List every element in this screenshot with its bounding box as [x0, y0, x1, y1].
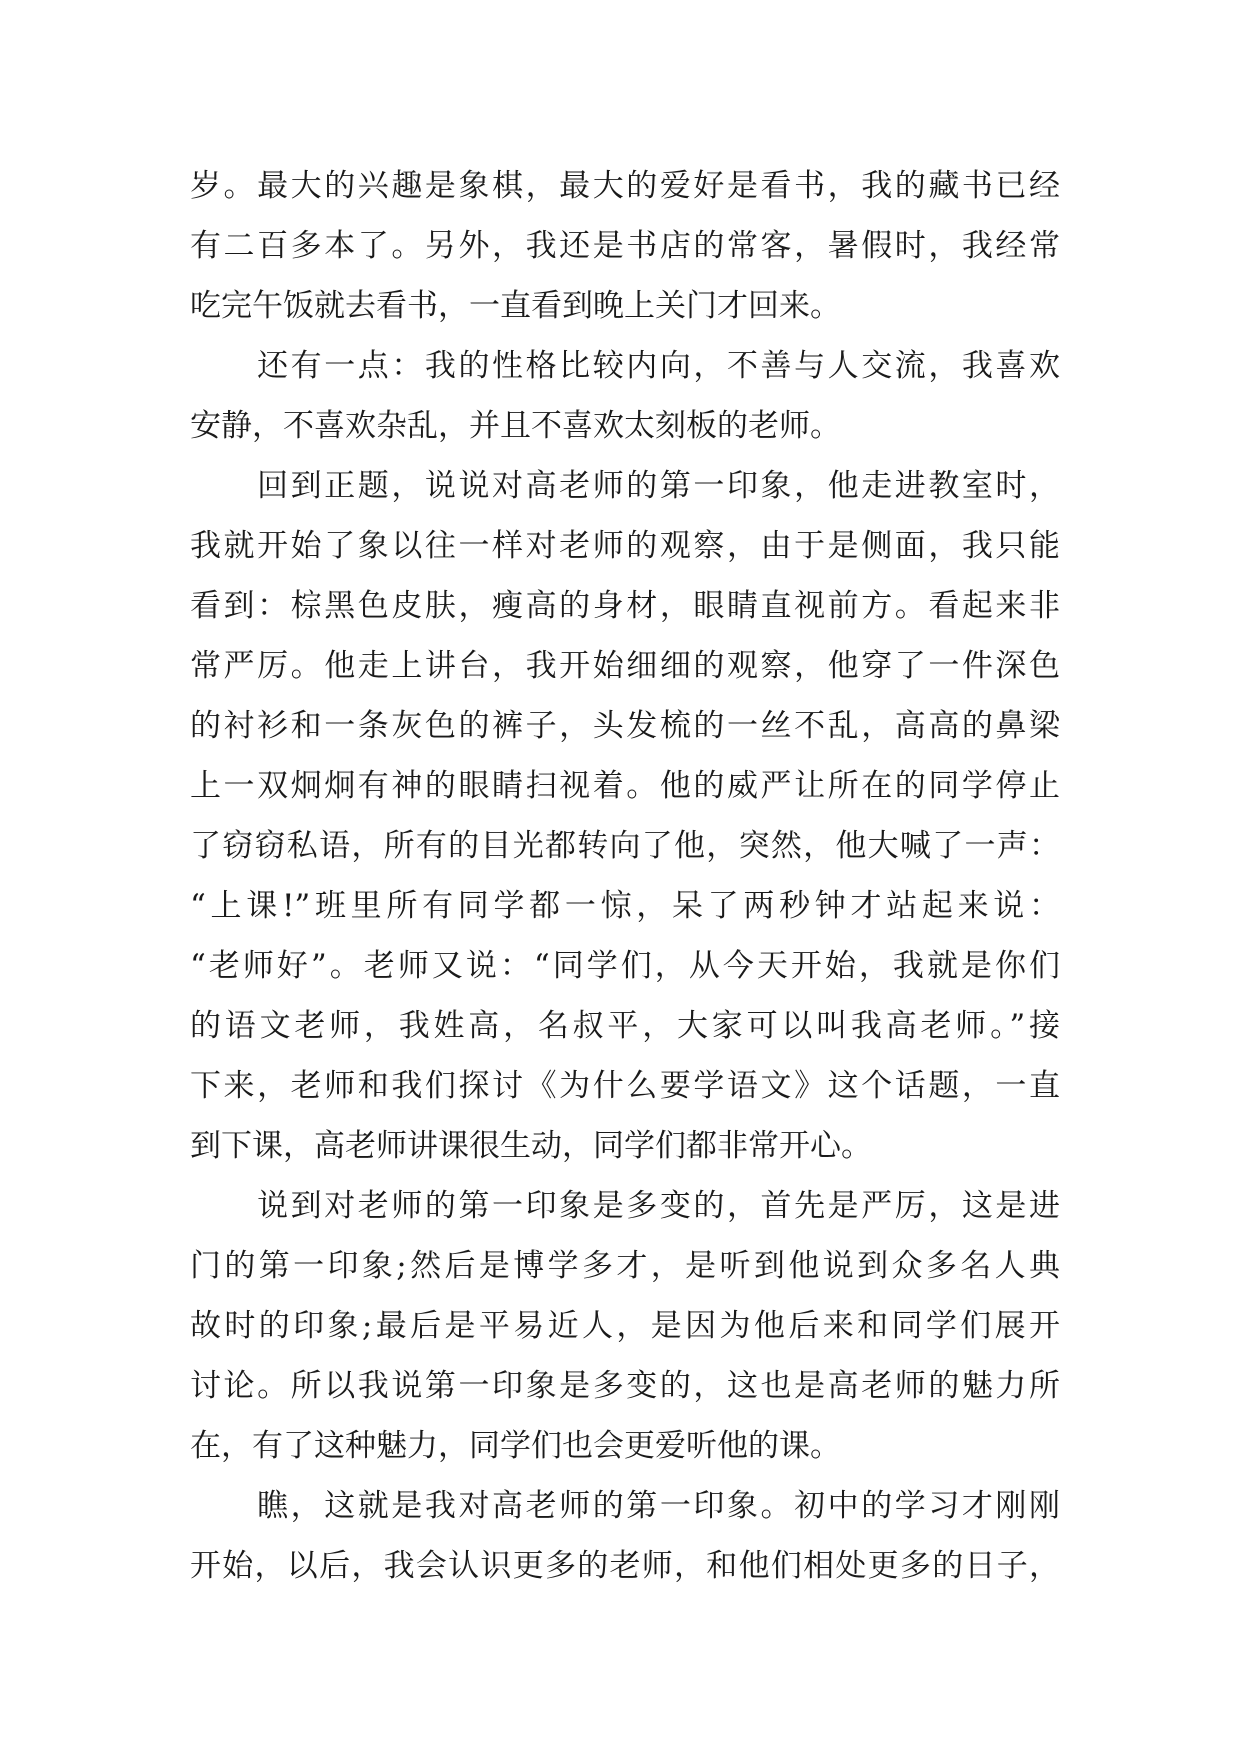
text-line: 安静，不喜欢杂乱，并且不喜欢太刻板的老师。	[190, 408, 841, 444]
text-line: 还有一点：我的性格比较内向，不善与人交流，我喜欢	[190, 348, 1060, 384]
text-line: “老师好”。老师又说：“同学们，从今天开始，我就是你们	[190, 948, 1060, 984]
text-line: 有二百多本了。另外，我还是书店的常客，暑假时，我经常	[190, 228, 1060, 264]
text-line: 我就开始了象以往一样对老师的观察，由于是侧面，我只能	[190, 528, 1060, 564]
text-line: 故时的印象;最后是平易近人，是因为他后来和同学们展开	[190, 1308, 1060, 1344]
text-line: 讨论。所以我说第一印象是多变的，这也是高老师的魅力所	[190, 1368, 1060, 1404]
text-line: 的语文老师，我姓高，名叔平，大家可以叫我高老师。”接	[190, 1008, 1060, 1044]
text-line: 的衬衫和一条灰色的裤子，头发梳的一丝不乱，高高的鼻梁	[190, 708, 1060, 744]
text-line: 吃完午饭就去看书，一直看到晚上关门才回来。	[190, 288, 841, 324]
text-line: 开始，以后，我会认识更多的老师，和他们相处更多的日子，	[190, 1548, 1060, 1584]
text-line: 上一双炯炯有神的眼睛扫视着。他的威严让所在的同学停止	[190, 768, 1060, 804]
text-line: 说到对老师的第一印象是多变的，首先是严厉，这是进	[190, 1188, 1060, 1224]
text-line: 了窃窃私语，所有的目光都转向了他，突然，他大喊了一声：	[190, 828, 1060, 864]
text-line: 门的第一印象;然后是博学多才，是听到他说到众多名人典	[190, 1248, 1060, 1284]
text-line: 在，有了这种魅力，同学们也会更爱听他的课。	[190, 1428, 841, 1464]
text-line: 岁。最大的兴趣是象棋，最大的爱好是看书，我的藏书已经	[190, 168, 1060, 204]
text-line: 看到：棕黑色皮肤，瘦高的身材，眼睛直视前方。看起来非	[190, 588, 1060, 624]
text-line: 回到正题，说说对高老师的第一印象，他走进教室时，	[190, 468, 1060, 504]
text-line: 下来，老师和我们探讨《为什么要学语文》这个话题，一直	[190, 1068, 1060, 1104]
text-line: 瞧，这就是我对高老师的第一印象。初中的学习才刚刚	[190, 1488, 1060, 1524]
text-line: “上课!”班里所有同学都一惊，呆了两秒钟才站起来说：	[190, 888, 1060, 924]
text-line: 到下课，高老师讲课很生动，同学们都非常开心。	[190, 1128, 872, 1164]
body-text	[190, 156, 1060, 1596]
text-line: 常严厉。他走上讲台，我开始细细的观察，他穿了一件深色	[190, 648, 1060, 684]
